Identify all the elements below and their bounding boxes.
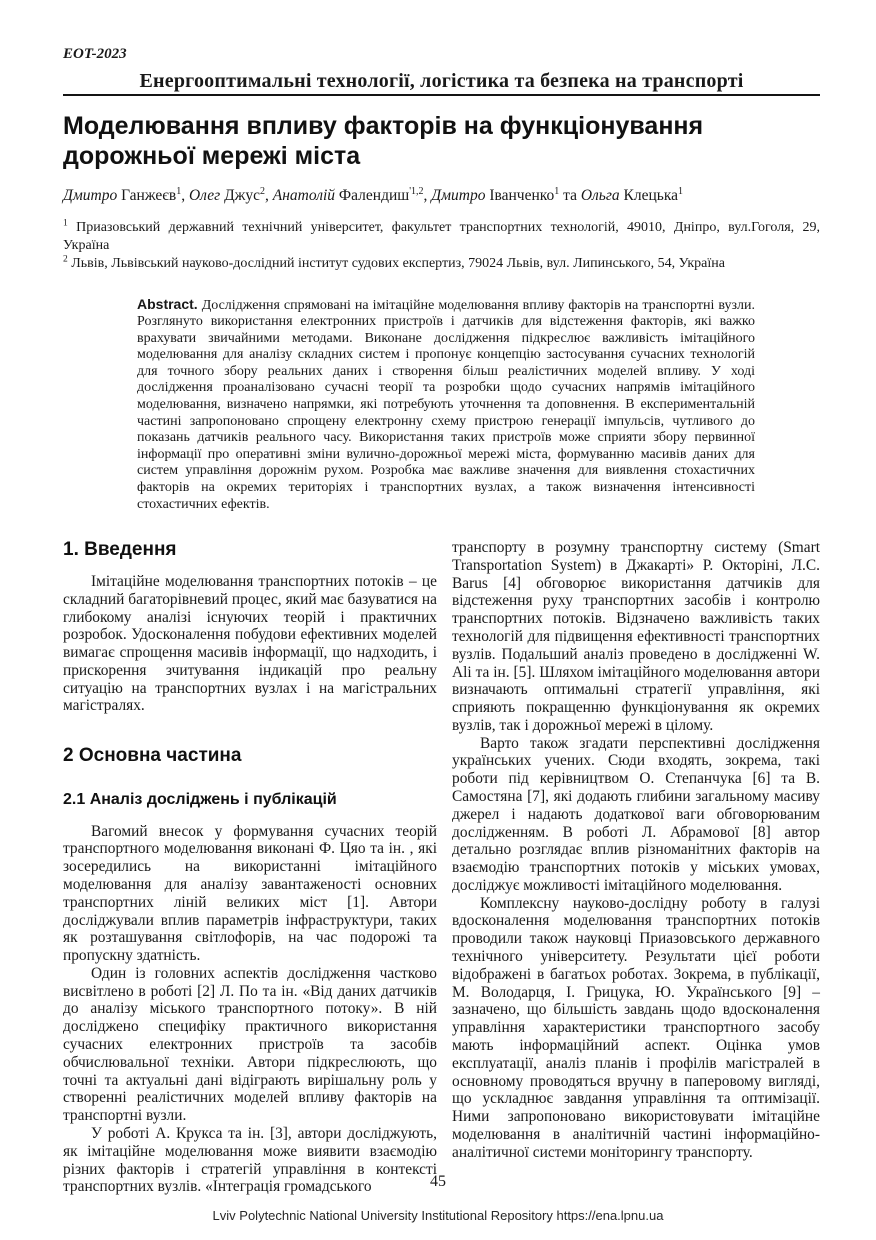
paragraph: Комплексну науково-дослідну роботу в галузі вдосконалення моделювання транспортних потоків проводили також науковці Приазовського державного технічного університету. Результати цієї роботи відображені в багатьох роботах. Зокрема, в публікації, М. Володарця, І. Грицука, Ю. Українського [9] – зазначено, що більшість завдань щодо вдосконалення управління характеристики транспортного засобу мають інформаційний аспект. Оцінка умов експлуатації, аналіз планів і профілів магістралей в основному проводяться вручну в паперовому вигляді, що ускладнює завдання управління та оптимізації. Ними запропоновано використовувати імітаційне моделювання в аналітичній частині інформаційно-аналітичної системи моніторингу транспорту. — [452, 894, 820, 1161]
author-family-name: Іванченко — [489, 187, 555, 204]
author-given-name: Ольга — [580, 187, 620, 204]
page-content — [63, 46, 820, 1196]
author-separator: , — [265, 187, 273, 204]
paragraph: У роботі А. Крукса та ін. [3], автори досліджують, як імітаційне моделювання може виявити взаємодію різних факторів і стратегій управління в контексті транспортних вузлів. «Інтеграція громадського — [63, 1124, 437, 1196]
affiliation-line — [63, 255, 820, 273]
author-family-name: Ганжеєв — [121, 187, 177, 204]
affiliation-line — [63, 219, 820, 237]
paragraph: Вагомий внесок у формування сучасних теорій транспортного моделювання виконані Ф. Цяо та ін. , які зосередились на використанні імітаційного моделювання для аналізу завантаженості основних транспортних ліній великих міст [1]. Автори досліджували вплив параметрів інфраструктури, таких як розташування світлофорів, на час подорожі та пропускну здатність. — [63, 822, 437, 965]
author — [273, 187, 432, 204]
affiliation-superscript: 1 — [63, 218, 68, 229]
author-affiliation-superscript: '1,2 — [409, 185, 424, 197]
author-separator: , — [423, 187, 432, 204]
right-column — [452, 539, 820, 1196]
affiliation-1 — [63, 219, 820, 255]
author-affiliation-superscript: 1 — [678, 185, 684, 197]
abstract-label: Abstract. — [137, 295, 198, 312]
paragraph: Один із головних аспектів дослідження частково висвітлено в роботі [2] Л. По та ін. «Від даних датчиків до аналізу міського транспортного потоку». В ній досліджено специфіку практичного використання сучасних електронних пристроїв та засобів обчислювальної техніки. Автори підкреслюють, що точні та актуальні дані відіграють вирішальну роль у створенні реалістичних моделей впливу факторів на транспортні вузли. — [63, 964, 437, 1125]
author-given-name: Анатолій — [272, 187, 336, 204]
affiliation-text: Приазовський державний технічний університет, факультет транспортних технологій, 49010, Дніпро, вул.Гоголя, 29, — [76, 220, 821, 235]
abstract-text: Дослідження спрямовані на імітаційне моделювання впливу факторів на транспортні вузли. Розглянуто використання електронних пристроїв і датчиків для відстеження факторів, які важко врахувати звичайними методами. Виконане дослідження підкреслює важливість імітаційного моделювання для аналізу складних систем і пропонує концепцію застосування сучасних технологій для точного збору реальних даних і створення більш реалістичних моделей впливу. У ході дослідження проаналізовано сучасні теорії та розробки щодо сучасних напрямів імітаційного моделювання, визначено напрямки, які потребують уточнення та доповнення. В експериментальній частині запропоновано спрощену електронну схему пристрою генерації імпульсів, чутливого до показань датчиків реального часу. Використання таких пристроїв може сприяти збору первинної інформації про оперативні зміни вулично-дорожньої мережі міста, формуванню масивів даних для систем управління дорожнім рухом. Розробка має важливе значення для виявлення стохастичних факторів на окремих територіях і транспортних вузлах, а також визначення інтенсивності стохастичних ефектів. — [137, 297, 756, 512]
abstract — [137, 296, 755, 514]
paper-title: Моделювання впливу факторів на функціонування дорожньої мережі міста — [63, 112, 704, 170]
author-family-name: Фалендиш — [338, 187, 410, 204]
affiliations — [63, 219, 820, 274]
page-number: 45 — [430, 1173, 446, 1190]
section-heading-main-part: 2 Основна частина — [63, 745, 242, 767]
paragraph-continuation: транспорту в розумну транспортну систему (Smart Transportation System) в Джакарті» Р. Окторіні, Л.С. Barus [4] обговорює використання датчиків для відстеження руху транспортних засобів і контролю транспортних потоків. Відзначено важливість таких технологій для підвищення ефективності транспортних вузлів. Подальший аналіз проведено в дослідженні W. Ali та ін. [5]. Шляхом імітаційного моделювання автори визначають оптимальні стратегії управління, які сприяють покращенню функціонування як окремих вузлів, так і дорожньої мережі в цілому. — [452, 539, 820, 734]
affiliation-text: Львів, Львівський науково-дослідний інститут судових експертиз, 79024 Львів, вул. Липинського, 54, Україна — [71, 256, 725, 272]
author-separator: , — [181, 187, 189, 204]
author-separator: та — [559, 187, 581, 204]
affiliation-line: Україна — [63, 238, 110, 254]
repository-footer: Lviv Polytechnic National University Institutional Repository https://ena.lpnu.ua — [212, 1208, 664, 1223]
author-given-name: Дмитро — [63, 187, 118, 204]
author — [189, 187, 273, 204]
running-title: Енергооптимальні технології, логістика та безпека на транспорті — [139, 70, 744, 92]
author — [431, 187, 581, 204]
body-columns — [63, 539, 820, 1196]
author-given-name: Олег — [188, 187, 221, 204]
author-family-name: Клецька — [623, 187, 679, 204]
author-affiliation-superscript: 2 — [260, 185, 265, 197]
author — [581, 187, 683, 204]
left-column — [63, 539, 437, 1196]
author-family-name: Джус — [224, 187, 260, 204]
conference-tag: EOT-2023 — [63, 46, 127, 62]
affiliation-superscript: 2 — [63, 254, 68, 265]
affiliation-2 — [63, 255, 820, 273]
author-affiliation-superscript: 1 — [554, 185, 560, 197]
author-affiliation-superscript: 1 — [176, 185, 182, 197]
section-heading-introduction: 1. Введення — [63, 539, 177, 561]
author — [63, 187, 189, 204]
subsection-heading-analysis: 2.1 Аналіз досліджень і публікацій — [63, 791, 337, 809]
running-title-rule — [63, 70, 820, 96]
authors-line — [63, 187, 820, 205]
paragraph: Імітаційне моделювання транспортних потоків – це складний багаторівневий процес, який має базуватися на глибокому аналізі існуючих теорій і практичних розробок. Удосконалення побудови ефективних моделей вимагає спрощення масивів інформації, що надходить, і прискорення зчитування індикацій про реальну ситуацію на транспортних вузлах і на магістральних магістралях. — [63, 573, 437, 715]
author-given-name: Дмитро — [431, 187, 486, 204]
paragraph: Варто також згадати перспективні дослідження українських учених. Сюди входять, зокрема, такі роботи під керівництвом О. Степанчука [6] та В. Самостяна [7], які додають глибини загальному масиву джерел і надають додаткової ваги обговорюваним дослідженням. В роботі Л. Абрамової [8] автор детально розглядає вплив різноманітних факторів на взаємодію транспортних потоків у міських умовах, досліджує можливості імітаційного моделювання. — [452, 734, 820, 894]
